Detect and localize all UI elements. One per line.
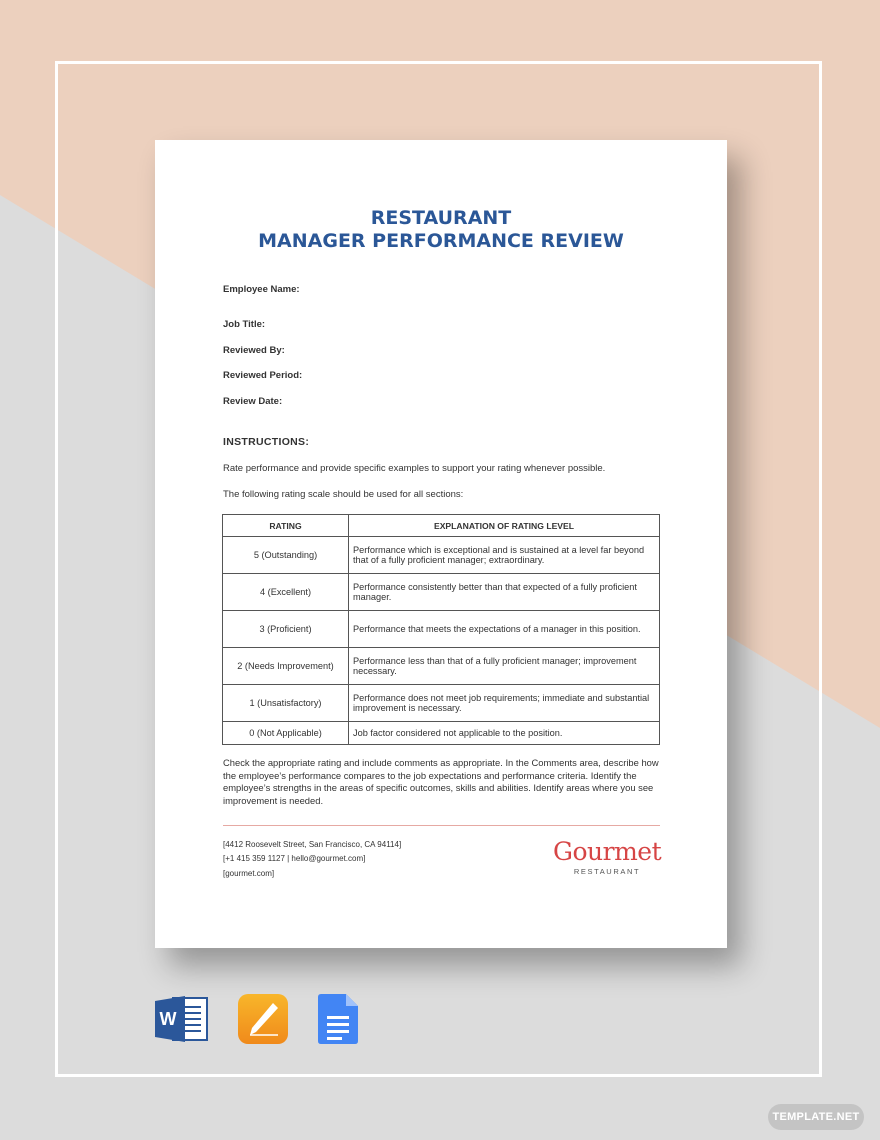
logo-subtitle: RESTAURANT [573,867,641,876]
table-header-rating: RATING [223,515,349,537]
table-row [223,537,660,574]
rating-cell: 2 (Needs Improvement) [223,648,349,685]
document-title-line2: MANAGER PERFORMANCE REVIEW [258,230,624,252]
explanation-cell: Performance does not meet job requirements; immediate and substantial improvement is necessary. [349,685,660,722]
footer-contact: [+1 415 359 1127 | hello@gourmet.com] [223,854,366,863]
template-net-watermark: TEMPLATE.NET [768,1104,864,1130]
field-reviewed-by: Reviewed By: [223,345,285,356]
gourmet-logo [553,838,661,876]
instructions-paragraph-2: The following rating scale should be used for all sections: [223,489,464,500]
table-row [223,648,660,685]
rating-cell: 4 (Excellent) [223,574,349,611]
field-review-date: Review Date: [223,396,283,407]
google-docs-icon[interactable] [318,994,358,1044]
table-header-row [223,515,660,537]
table-header-explanation: EXPLANATION OF RATING LEVEL [349,515,660,537]
rating-cell: 0 (Not Applicable) [223,722,349,745]
document-page [155,140,727,948]
table-row [223,722,660,745]
rating-cell: 1 (Unsatisfactory) [223,685,349,722]
rating-scale-table [222,514,660,745]
explanation-cell: Job factor considered not applicable to the position. [349,722,660,745]
rating-cell: 5 (Outstanding) [223,537,349,574]
explanation-cell: Performance that meets the expectations of a manager in this position. [349,611,660,648]
rating-cell: 3 (Proficient) [223,611,349,648]
explanation-cell: Performance less than that of a fully proficient manager; improvement necessary. [349,648,660,685]
explanation-cell: Performance consistently better than that expected of a fully proficient manager. [349,574,660,611]
field-employee-name: Employee Name: [223,284,300,295]
closing-paragraph: Check the appropriate rating and include comments as appropriate. In the Comments area, describe how the employee’s performance compares to the job expectations and performance criteria. Identify the employee’s strengths in the areas of specific outcomes, skills and abilities. Identify areas where you see improvement is needed. [223,757,659,806]
document-title-line1: RESTAURANT [370,207,512,229]
footer-website: [gourmet.com] [223,869,275,878]
footer-divider [223,825,660,826]
pages-icon[interactable] [238,994,288,1044]
table-row [223,611,660,648]
instructions-paragraph-1: Rate performance and provide specific examples to support your rating whenever possible. [223,463,606,474]
field-job-title: Job Title: [223,319,266,330]
table-row [223,574,660,611]
logo-name: Gourmet [553,837,662,866]
field-reviewed-period: Reviewed Period: [223,370,303,381]
table-row [223,685,660,722]
footer-address: [4412 Roosevelt Street, San Francisco, CA 94114] [223,840,402,849]
svg-text:W: W [159,1009,177,1029]
instructions-heading: INSTRUCTIONS: [223,436,310,448]
word-icon[interactable] [155,995,210,1043]
explanation-cell: Performance which is exceptional and is sustained at a level far beyond that of a fully proficient manager; extraordinary. [349,537,660,574]
